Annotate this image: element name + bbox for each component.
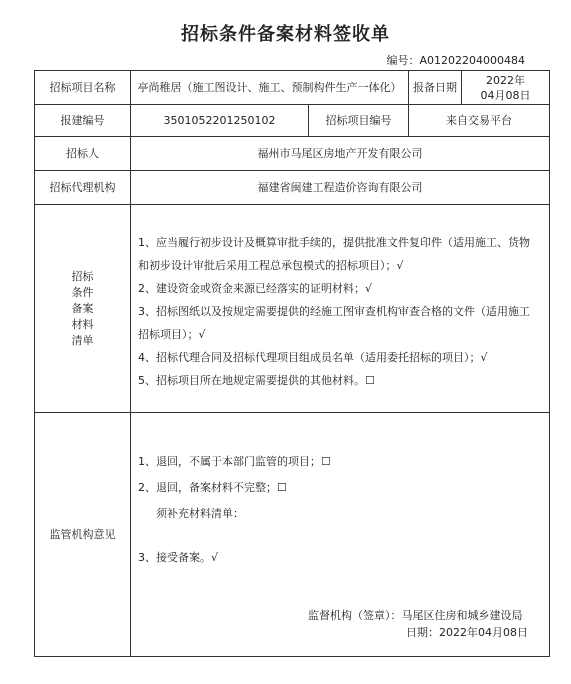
checklist-item: 1、应当履行初步设计及概算审批手续的，提供批准文件复印件（适用施工、货物和初步设计审批后采用工程总承包模式的招标项目）；√ bbox=[138, 236, 530, 272]
row-report-number bbox=[35, 105, 550, 137]
signature-date: 日期：2022年04月08日 bbox=[406, 626, 528, 639]
row-opinion bbox=[35, 413, 550, 657]
agency-label: 招标代理机构 bbox=[35, 171, 131, 205]
signature-block bbox=[308, 607, 528, 641]
checklist-label-char: 招标 bbox=[71, 269, 94, 283]
checklist-item: 3、招标图纸以及按规定需要提供的经施工图审查机构审查合格的文件（适用施工招标项目）；√ bbox=[138, 305, 530, 341]
tenderer-value: 福州市马尾区房地产开发有限公司 bbox=[131, 137, 550, 171]
opinion-option-return-not-supervised: 1、退回，不属于本部门监管的项目；☐ bbox=[138, 455, 331, 468]
row-checklist bbox=[35, 205, 550, 413]
checklist-label-char: 材料 bbox=[71, 317, 94, 331]
checklist-label-char: 清单 bbox=[71, 333, 94, 347]
page-title: 招标条件备案材料签收单 bbox=[181, 24, 390, 45]
project-name-label: 招标项目名称 bbox=[35, 71, 131, 105]
filing-date-label: 报备日期 bbox=[409, 71, 462, 105]
checklist-item: 5、招标项目所在地规定需要提供的其他材料。☐ bbox=[138, 374, 375, 387]
project-name-value: 亭尚稚居（施工图设计、施工、预制构件生产一体化） bbox=[131, 71, 409, 105]
filing-date-line2: 04月08日 bbox=[480, 88, 531, 102]
opinion-option-accept: 3、接受备案。√ bbox=[138, 551, 219, 564]
tender-number-value: 来自交易平台 bbox=[409, 105, 550, 137]
opinion-label: 监管机构意见 bbox=[35, 413, 131, 657]
checklist-label bbox=[35, 205, 131, 413]
opinion-option-return-incomplete: 2、退回，备案材料不完整；☐ bbox=[138, 481, 287, 494]
document-number bbox=[386, 52, 525, 68]
filing-date-value bbox=[462, 71, 550, 105]
checklist-items bbox=[131, 205, 550, 413]
signature-text: 监督机构（签章）：马尾区住房和城乡建设局 bbox=[308, 609, 523, 622]
report-number-value: 3501052201250102 bbox=[131, 105, 309, 137]
opinion-content bbox=[131, 413, 550, 657]
checklist-item: 2、建设资金或资金来源已经落实的证明材料；√ bbox=[138, 282, 373, 295]
filing-date-line1: 2022年 bbox=[486, 73, 525, 87]
row-agency bbox=[35, 171, 550, 205]
row-project-name bbox=[35, 71, 550, 105]
checklist-label-char: 备案 bbox=[71, 301, 94, 315]
document-number-value: A01202204000484 bbox=[419, 54, 525, 67]
tender-number-label: 招标项目编号 bbox=[309, 105, 409, 137]
row-tenderer bbox=[35, 137, 550, 171]
filing-form-table bbox=[34, 70, 550, 657]
checklist-item: 4、招标代理合同及招标代理项目组成员名单（适用委托招标的项目）；√ bbox=[138, 351, 488, 364]
supplement-list-label: 须补充材料清单： bbox=[156, 507, 244, 520]
tenderer-label: 招标人 bbox=[35, 137, 131, 171]
report-number-label: 报建编号 bbox=[35, 105, 131, 137]
checklist-label-char: 条件 bbox=[71, 285, 94, 299]
agency-value: 福建省闽建工程造价咨询有限公司 bbox=[131, 171, 550, 205]
document-number-label: 编号： bbox=[386, 54, 420, 67]
